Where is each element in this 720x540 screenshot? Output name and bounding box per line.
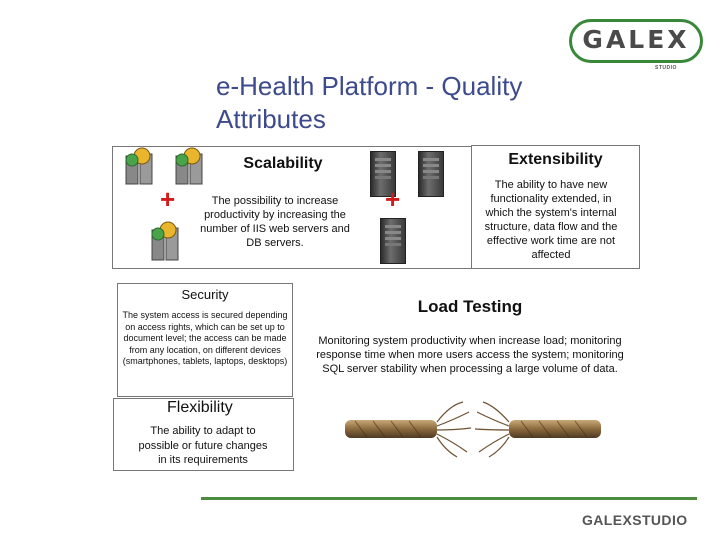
load-testing-text: Monitoring system productivity when increase load; monitoring response time when more users access the system; monitoring SQL server stability when processing a large volume of data.: [316, 335, 624, 375]
galex-logo: [569, 19, 703, 63]
extensibility-text: The ability to have new functionality extended, in which the system's internal structure, data flow and the effective work time are not affected: [484, 179, 618, 261]
plus-icon: +: [160, 184, 176, 214]
logo-subtitle: STUDIO: [655, 65, 677, 71]
server-icon: [418, 151, 444, 197]
page-title: e-Health Platform - Quality Attributes: [216, 71, 523, 134]
user-group-icon-3: [148, 220, 188, 268]
user-group-icon-2: [172, 146, 212, 192]
scalability-text: The possibility to increase productivity by increasing the number of IIS web servers and DB servers.: [200, 195, 350, 249]
server-icon: [380, 218, 406, 264]
flexibility-text: The ability to adapt to possible or future changes in its requirements: [138, 425, 268, 466]
flexibility-heading: Flexibility: [167, 399, 233, 416]
load-testing-heading: Load Testing: [417, 297, 523, 316]
security-heading: Security: [181, 287, 229, 302]
security-text: The system access is secured depending on access rights, which can be set up to document level; the access can be made from any location, on different devices (smartphones, tablets, laptops, desktops): [122, 310, 288, 367]
plus-icon: +: [385, 184, 401, 214]
footer-divider: [201, 497, 697, 500]
footer-brand: GALEXSTUDIO: [582, 512, 688, 528]
scalability-heading: Scalability: [243, 155, 323, 172]
fraying-rope-image: [345, 400, 601, 458]
logo-wordmark: GALEX: [582, 24, 690, 54]
extensibility-heading: Extensibility: [508, 151, 603, 168]
user-group-icon: [126, 148, 152, 184]
